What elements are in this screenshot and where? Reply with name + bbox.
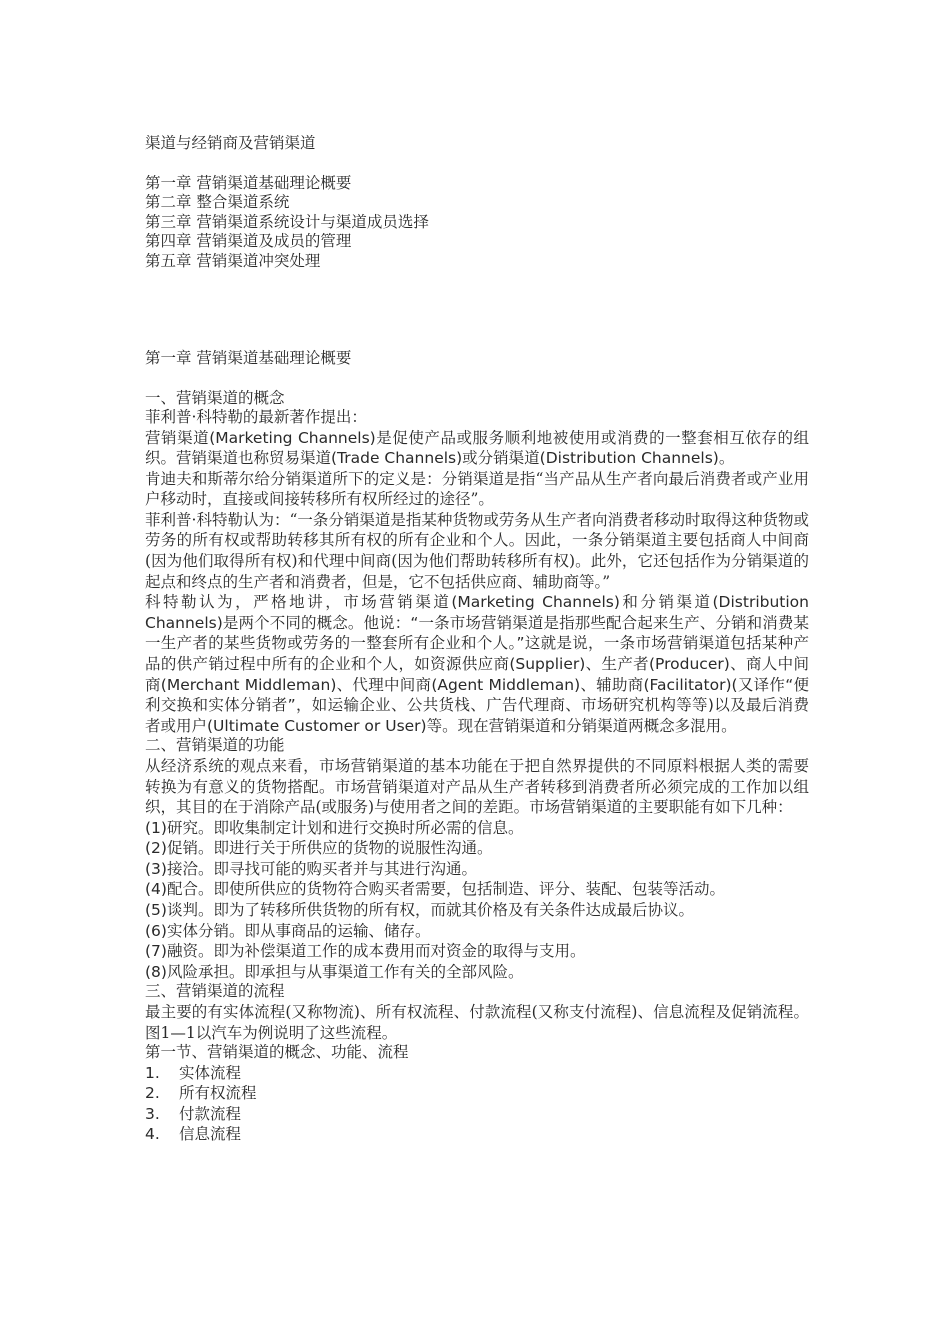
list-text: 实体流程 xyxy=(179,1063,242,1082)
list-item xyxy=(145,1083,809,1104)
list-number: 3. xyxy=(145,1104,160,1123)
paragraph: 菲利普·科特勒认为：“一条分销渠道是指某种货物或劳务从生产者向消费者移动时取得这种货物或劳务的所有权或帮助转移其所有权的所有企业和个人。因此，一条分销渠道主要包括商人中间商(因为他们取得所有权)和代理中间商(因为他们帮助转移所有权)。此外，它还包括作为分销渠道的起点和终点的生产者和消费者，但是，它不包括供应商、辅助商等。” xyxy=(145,510,809,591)
list-item xyxy=(145,1104,809,1125)
list-item xyxy=(145,1063,809,1084)
list-item: (4)配合。即使所供应的货物符合购买者需要，包括制造、评分、装配、包装等活动。 xyxy=(145,880,725,899)
section-heading: 二、营销渠道的功能 xyxy=(145,736,285,755)
paragraph: 最主要的有实体流程(又称物流)、所有权流程、付款流程(又称支付流程)、信息流程及促销流程。图1—1以汽车为例说明了这些流程。 xyxy=(145,1002,809,1042)
list-item: (8)风险承担。即承担与从事渠道工作有关的全部风险。 xyxy=(145,962,524,981)
paragraph: 营销渠道(Marketing Channels)是促使产品或服务顺利地被使用或消费的一整套相互依存的组织。营销渠道也称贸易渠道(Trade Channels)或分销渠道(Distribution Channels)。 xyxy=(145,428,809,468)
list-text: 所有权流程 xyxy=(179,1084,257,1103)
list-item: (3)接洽。即寻找可能的购买者并与其进行沟通。 xyxy=(145,859,477,878)
paragraph: 从经济系统的观点来看，市场营销渠道的基本功能在于把自然界提供的不同原料根据人类的需要转换为有意义的货物搭配。市场营销渠道对产品从生产者转移到消费者所必须完成的工作加以组织，其目的在于消除产品(或服务)与使用者之间的差距。市场营销渠道的主要职能有如下几种： xyxy=(145,756,809,817)
list-item: (1)研究。即收集制定计划和进行交换时所必需的信息。 xyxy=(145,818,524,837)
list-item: (5)谈判。即为了转移所供货物的所有权，而就其价格及有关条件达成最后协议。 xyxy=(145,901,694,920)
section-heading: 三、营销渠道的流程 xyxy=(145,982,285,1001)
document-title: 渠道与经销商及营销渠道 xyxy=(145,134,316,152)
paragraph: 菲利普·科特勒的最新著作提出： xyxy=(145,408,367,426)
paragraph: 肯迪夫和斯蒂尔给分销渠道所下的定义是：分销渠道是指“当产品从生产者向最后消费者或产业用户移动时，直接或间接转移所有权所经过的途径”。 xyxy=(145,469,809,509)
toc-item: 第三章 营销渠道系统设计与渠道成员选择 xyxy=(145,212,429,231)
toc-item: 第一章 营销渠道基础理论概要 xyxy=(145,173,352,192)
list-item: (7)融资。即为补偿渠道工作的成本费用而对资金的取得与支用。 xyxy=(145,942,586,961)
list-number: 4. xyxy=(145,1125,160,1144)
toc-item: 第二章 整合渠道系统 xyxy=(145,193,290,211)
chapter-heading: 第一章 营销渠道基础理论概要 xyxy=(145,349,352,367)
list-item: (6)实体分销。即从事商品的运输、储存。 xyxy=(145,921,431,940)
list-item xyxy=(145,1124,809,1145)
paragraph: 科特勒认为，严格地讲，市场营销渠道(Marketing Channels)和分销渠道(Distribution Channels)是两个不同的概念。他说：“一条市场营销渠道是指那些配合起来生产、分销和消费某一生产者的某些货物或劳务的一整套所有企业和个人。”这就是说，一条市场营销渠道包括某种产品的供产销过程中所有的企业和个人，如资源供应商(Supplier)、生产者(Producer)、商人中间商(Merchant Middleman)、代理中间商(Agent Middleman)、辅助商(Facilitator)(又译作“便利交换和实体分销者”，如运输企业、公共货栈、广告代理商、市场研究机构等等)以及最后消费者或用户(Ultimate Customer or User)等。现在营销渠道和分销渠道两概念多混用。 xyxy=(145,593,809,735)
list-number: 2. xyxy=(145,1084,160,1103)
list-item: (2)促销。即进行关于所供应的货物的说服性沟通。 xyxy=(145,839,493,858)
section-heading: 一、营销渠道的概念 xyxy=(145,388,285,407)
table-of-contents xyxy=(145,174,809,272)
list-text: 付款流程 xyxy=(179,1104,242,1123)
toc-item: 第五章 营销渠道冲突处理 xyxy=(145,251,321,270)
list-number: 1. xyxy=(145,1063,160,1082)
document-page xyxy=(145,134,809,1145)
toc-item: 第四章 营销渠道及成员的管理 xyxy=(145,232,352,250)
list-text: 信息流程 xyxy=(179,1125,242,1144)
flow-list xyxy=(145,1063,809,1145)
function-list xyxy=(145,818,809,983)
subsection-heading: 第一节、营销渠道的概念、功能、流程 xyxy=(145,1043,409,1062)
